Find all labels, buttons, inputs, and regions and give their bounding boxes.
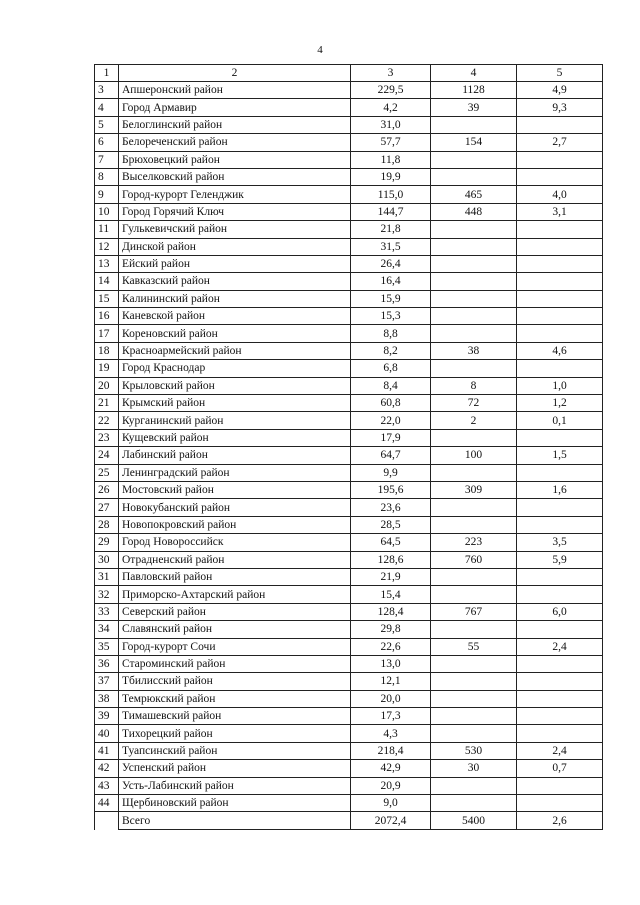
row-number-cell: 42 — [95, 760, 119, 777]
table-row — [95, 342, 603, 359]
district-name-cell: Брюховецкий район — [119, 151, 351, 168]
value-cell: 4,9 — [517, 82, 603, 99]
district-name-cell: Тихорецкий район — [119, 725, 351, 742]
district-name-cell: Ленинградский район — [119, 464, 351, 481]
table-row — [95, 464, 603, 481]
value-cell: 2 — [431, 412, 517, 429]
table-row — [95, 377, 603, 394]
value-cell: 9,9 — [351, 464, 431, 481]
value-cell: 42,9 — [351, 760, 431, 777]
value-cell — [431, 655, 517, 672]
value-cell: 12,1 — [351, 673, 431, 690]
table-row — [95, 360, 603, 377]
table-row — [95, 308, 603, 325]
value-cell — [431, 168, 517, 185]
value-cell: 15,9 — [351, 290, 431, 307]
value-cell: 309 — [431, 481, 517, 498]
table-row — [95, 429, 603, 446]
table-row — [95, 760, 603, 777]
district-name-cell: Город-курорт Геленджик — [119, 186, 351, 203]
value-cell — [517, 621, 603, 638]
row-number-cell: 24 — [95, 447, 119, 464]
value-cell: 2,4 — [517, 638, 603, 655]
value-cell — [517, 725, 603, 742]
row-number-cell: 10 — [95, 203, 119, 220]
table-row — [95, 725, 603, 742]
value-cell: 6,0 — [517, 603, 603, 620]
value-cell: 15,4 — [351, 586, 431, 603]
header-cell: 3 — [351, 65, 431, 82]
table-row — [95, 395, 603, 412]
row-number-cell: 41 — [95, 742, 119, 759]
value-cell: 22,6 — [351, 638, 431, 655]
value-cell — [517, 360, 603, 377]
value-cell: 1,6 — [517, 481, 603, 498]
value-cell: 4,2 — [351, 99, 431, 116]
row-number-cell: 31 — [95, 568, 119, 585]
value-cell: 20,0 — [351, 690, 431, 707]
table-row — [95, 186, 603, 203]
value-cell — [517, 221, 603, 238]
value-cell — [431, 151, 517, 168]
value-cell: 8,2 — [351, 342, 431, 359]
value-cell: 3,1 — [517, 203, 603, 220]
header-cell: 4 — [431, 65, 517, 82]
row-number-cell: 11 — [95, 221, 119, 238]
row-number-cell: 34 — [95, 621, 119, 638]
value-cell — [431, 325, 517, 342]
value-cell: 64,5 — [351, 534, 431, 551]
header-cell: 5 — [517, 65, 603, 82]
value-cell — [517, 116, 603, 133]
value-cell — [431, 516, 517, 533]
value-cell: 26,4 — [351, 255, 431, 272]
value-cell — [431, 238, 517, 255]
value-cell — [431, 499, 517, 516]
value-cell: 19,9 — [351, 168, 431, 185]
table-row — [95, 82, 603, 99]
value-cell: 20,9 — [351, 777, 431, 794]
district-name-cell: Гулькевичский район — [119, 221, 351, 238]
district-name-cell: Староминский район — [119, 655, 351, 672]
row-number-cell: 27 — [95, 499, 119, 516]
district-name-cell: Тимашевский район — [119, 708, 351, 725]
row-number-cell: 20 — [95, 377, 119, 394]
district-name-cell: Город-курорт Сочи — [119, 638, 351, 655]
row-number-cell: 9 — [95, 186, 119, 203]
value-cell: 760 — [431, 551, 517, 568]
value-cell — [517, 690, 603, 707]
row-number-cell: 17 — [95, 325, 119, 342]
value-cell: 2,4 — [517, 742, 603, 759]
value-cell — [431, 621, 517, 638]
district-name-cell: Павловский район — [119, 568, 351, 585]
row-number-cell: 26 — [95, 481, 119, 498]
district-name-cell: Ейский район — [119, 255, 351, 272]
district-name-cell: Отрадненский район — [119, 551, 351, 568]
value-cell: 31,0 — [351, 116, 431, 133]
value-cell — [431, 308, 517, 325]
value-cell — [431, 116, 517, 133]
value-cell — [517, 290, 603, 307]
table-row — [95, 255, 603, 272]
district-name-cell: Город Краснодар — [119, 360, 351, 377]
value-cell — [517, 464, 603, 481]
value-cell: 11,8 — [351, 151, 431, 168]
value-cell: 530 — [431, 742, 517, 759]
value-cell — [517, 168, 603, 185]
row-number-cell: 14 — [95, 273, 119, 290]
value-cell — [517, 568, 603, 585]
value-cell: 218,4 — [351, 742, 431, 759]
value-cell: 115,0 — [351, 186, 431, 203]
value-cell: 128,6 — [351, 551, 431, 568]
value-cell — [517, 255, 603, 272]
table-row — [95, 568, 603, 585]
value-cell: 154 — [431, 134, 517, 151]
value-cell: 1,2 — [517, 395, 603, 412]
value-cell — [517, 777, 603, 794]
data-table — [94, 64, 603, 830]
row-number-cell: 7 — [95, 151, 119, 168]
district-name-cell: Выселковский район — [119, 168, 351, 185]
value-cell: 23,6 — [351, 499, 431, 516]
table-row — [95, 516, 603, 533]
value-cell — [517, 516, 603, 533]
value-cell: 3,5 — [517, 534, 603, 551]
row-number-cell: 18 — [95, 342, 119, 359]
row-number-cell: 23 — [95, 429, 119, 446]
table-row — [95, 481, 603, 498]
value-cell: 60,8 — [351, 395, 431, 412]
district-name-cell: Кореновский район — [119, 325, 351, 342]
value-cell: 22,0 — [351, 412, 431, 429]
table-row — [95, 203, 603, 220]
value-cell — [517, 499, 603, 516]
row-number-cell: 6 — [95, 134, 119, 151]
table-row — [95, 116, 603, 133]
row-number-cell: 19 — [95, 360, 119, 377]
value-cell: 223 — [431, 534, 517, 551]
district-name-cell: Белореченский район — [119, 134, 351, 151]
district-name-cell: Щербиновский район — [119, 795, 351, 812]
value-cell: 16,4 — [351, 273, 431, 290]
value-cell: 17,9 — [351, 429, 431, 446]
page-number: 4 — [317, 44, 323, 56]
row-number-cell: 8 — [95, 168, 119, 185]
value-cell — [431, 568, 517, 585]
value-cell: 30 — [431, 760, 517, 777]
value-cell — [431, 429, 517, 446]
total-row — [95, 812, 603, 830]
table-row — [95, 534, 603, 551]
row-number-cell: 36 — [95, 655, 119, 672]
value-cell — [431, 795, 517, 812]
value-cell — [517, 655, 603, 672]
value-cell — [517, 586, 603, 603]
value-cell: 6,8 — [351, 360, 431, 377]
value-cell: 72 — [431, 395, 517, 412]
total-value-cell: 2,6 — [517, 812, 603, 830]
table-row — [95, 795, 603, 812]
total-value-cell: 5400 — [431, 812, 517, 830]
value-cell: 28,5 — [351, 516, 431, 533]
row-number-cell: 32 — [95, 586, 119, 603]
value-cell: 767 — [431, 603, 517, 620]
value-cell — [517, 429, 603, 446]
value-cell: 5,9 — [517, 551, 603, 568]
row-number-cell: 44 — [95, 795, 119, 812]
table-row — [95, 742, 603, 759]
district-name-cell: Красноармейский район — [119, 342, 351, 359]
district-name-cell: Новокубанский район — [119, 499, 351, 516]
value-cell: 8,4 — [351, 377, 431, 394]
value-cell: 100 — [431, 447, 517, 464]
row-number-cell: 37 — [95, 673, 119, 690]
district-name-cell: Кущевский район — [119, 429, 351, 446]
district-name-cell: Каневской район — [119, 308, 351, 325]
district-name-cell: Крыловский район — [119, 377, 351, 394]
table-row — [95, 638, 603, 655]
table-row — [95, 551, 603, 568]
row-number-cell: 3 — [95, 82, 119, 99]
value-cell — [431, 221, 517, 238]
district-name-cell: Приморско-Ахтарский район — [119, 586, 351, 603]
table-row — [95, 603, 603, 620]
district-name-cell: Тбилисский район — [119, 673, 351, 690]
row-number-cell: 40 — [95, 725, 119, 742]
district-name-cell: Крымский район — [119, 395, 351, 412]
district-name-cell: Город Горячий Ключ — [119, 203, 351, 220]
value-cell — [517, 325, 603, 342]
value-cell: 17,3 — [351, 708, 431, 725]
value-cell: 57,7 — [351, 134, 431, 151]
value-cell: 4,6 — [517, 342, 603, 359]
value-cell: 9,3 — [517, 99, 603, 116]
value-cell — [517, 708, 603, 725]
table-row — [95, 168, 603, 185]
district-name-cell: Славянский район — [119, 621, 351, 638]
row-number-cell: 22 — [95, 412, 119, 429]
district-name-cell: Город Армавир — [119, 99, 351, 116]
table-row — [95, 290, 603, 307]
district-name-cell: Апшеронский район — [119, 82, 351, 99]
value-cell — [431, 464, 517, 481]
value-cell: 4,0 — [517, 186, 603, 203]
district-name-cell: Лабинский район — [119, 447, 351, 464]
value-cell: 31,5 — [351, 238, 431, 255]
value-cell — [431, 360, 517, 377]
value-cell: 229,5 — [351, 82, 431, 99]
district-name-cell: Северский район — [119, 603, 351, 620]
row-number-cell: 12 — [95, 238, 119, 255]
value-cell: 448 — [431, 203, 517, 220]
table-row — [95, 655, 603, 672]
row-number-cell: 5 — [95, 116, 119, 133]
district-name-cell: Успенский район — [119, 760, 351, 777]
table-row — [95, 621, 603, 638]
table-row — [95, 586, 603, 603]
value-cell: 195,6 — [351, 481, 431, 498]
table-row — [95, 151, 603, 168]
value-cell: 1128 — [431, 82, 517, 99]
value-cell — [431, 273, 517, 290]
table-row — [95, 134, 603, 151]
value-cell: 128,4 — [351, 603, 431, 620]
table-row — [95, 273, 603, 290]
value-cell: 13,0 — [351, 655, 431, 672]
table-row — [95, 447, 603, 464]
district-name-cell: Усть-Лабинский район — [119, 777, 351, 794]
district-name-cell: Город Новороссийск — [119, 534, 351, 551]
table-header-row — [95, 65, 603, 82]
row-number-cell: 13 — [95, 255, 119, 272]
district-name-cell: Мостовский район — [119, 481, 351, 498]
district-name-cell: Туапсинский район — [119, 742, 351, 759]
value-cell — [517, 673, 603, 690]
value-cell — [431, 725, 517, 742]
value-cell: 21,9 — [351, 568, 431, 585]
value-cell: 8 — [431, 377, 517, 394]
table-row — [95, 412, 603, 429]
row-number-cell: 38 — [95, 690, 119, 707]
value-cell: 29,8 — [351, 621, 431, 638]
district-name-cell: Новопокровский район — [119, 516, 351, 533]
value-cell: 64,7 — [351, 447, 431, 464]
value-cell: 55 — [431, 638, 517, 655]
row-number-cell: 33 — [95, 603, 119, 620]
row-number-cell: 25 — [95, 464, 119, 481]
value-cell: 21,8 — [351, 221, 431, 238]
value-cell: 15,3 — [351, 308, 431, 325]
district-name-cell: Калининский район — [119, 290, 351, 307]
table-row — [95, 708, 603, 725]
total-value-cell: 2072,4 — [351, 812, 431, 830]
row-number-cell — [95, 812, 119, 830]
value-cell — [431, 673, 517, 690]
row-number-cell: 30 — [95, 551, 119, 568]
table-row — [95, 99, 603, 116]
row-number-cell: 35 — [95, 638, 119, 655]
district-name-cell: Кавказский район — [119, 273, 351, 290]
row-number-cell: 4 — [95, 99, 119, 116]
value-cell — [517, 238, 603, 255]
total-label-cell: Всего — [119, 812, 351, 830]
district-name-cell: Белоглинский район — [119, 116, 351, 133]
row-number-cell: 39 — [95, 708, 119, 725]
value-cell: 39 — [431, 99, 517, 116]
value-cell — [431, 290, 517, 307]
row-number-cell: 15 — [95, 290, 119, 307]
value-cell — [431, 708, 517, 725]
table-row — [95, 325, 603, 342]
value-cell: 1,5 — [517, 447, 603, 464]
value-cell — [431, 586, 517, 603]
row-number-cell: 21 — [95, 395, 119, 412]
value-cell — [517, 308, 603, 325]
header-cell: 2 — [119, 65, 351, 82]
value-cell — [517, 151, 603, 168]
table-row — [95, 499, 603, 516]
value-cell: 8,8 — [351, 325, 431, 342]
table-row — [95, 690, 603, 707]
value-cell: 9,0 — [351, 795, 431, 812]
row-number-cell: 29 — [95, 534, 119, 551]
value-cell: 465 — [431, 186, 517, 203]
table-row — [95, 777, 603, 794]
value-cell — [431, 777, 517, 794]
table-row — [95, 673, 603, 690]
table-row — [95, 221, 603, 238]
header-cell: 1 — [95, 65, 119, 82]
value-cell: 144,7 — [351, 203, 431, 220]
value-cell — [517, 273, 603, 290]
value-cell — [431, 255, 517, 272]
row-number-cell: 16 — [95, 308, 119, 325]
value-cell: 4,3 — [351, 725, 431, 742]
row-number-cell: 43 — [95, 777, 119, 794]
value-cell: 0,7 — [517, 760, 603, 777]
district-name-cell: Темрюкский район — [119, 690, 351, 707]
value-cell: 2,7 — [517, 134, 603, 151]
value-cell: 38 — [431, 342, 517, 359]
value-cell: 1,0 — [517, 377, 603, 394]
value-cell — [517, 795, 603, 812]
value-cell — [431, 690, 517, 707]
district-name-cell: Динской район — [119, 238, 351, 255]
district-name-cell: Курганинский район — [119, 412, 351, 429]
row-number-cell: 28 — [95, 516, 119, 533]
value-cell: 0,1 — [517, 412, 603, 429]
table-row — [95, 238, 603, 255]
